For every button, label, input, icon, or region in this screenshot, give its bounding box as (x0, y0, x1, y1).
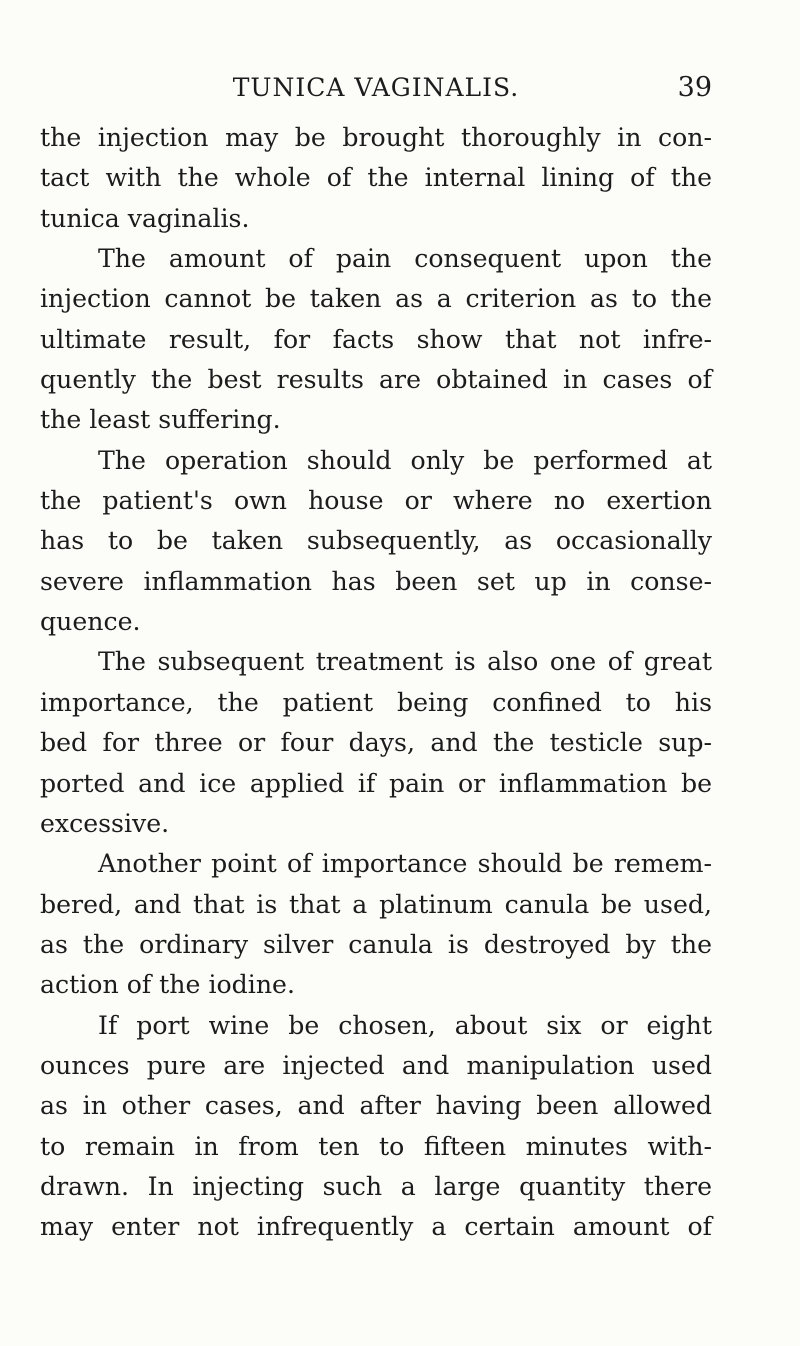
text-line: quently the best results are obtained in cases of (40, 365, 712, 395)
text-line: the least suffering. (40, 405, 281, 435)
page-number: 39 (677, 72, 712, 103)
text-line: quence. (40, 607, 141, 637)
text-line: The amount of pain consequent upon the (98, 244, 712, 274)
text-line: Another point of importance should be remem- (98, 849, 712, 879)
text-line: may enter not infrequently a certain amount of (40, 1212, 712, 1242)
text-line: to remain in from ten to fifteen minutes with- (40, 1131, 712, 1161)
text-line: the patient's own house or where no exertion (40, 486, 712, 516)
text-line: The operation should only be performed at (98, 445, 712, 475)
text-line: drawn. In injecting such a large quantity there (40, 1171, 712, 1201)
text-line: The subsequent treatment is also one of great (98, 647, 712, 677)
text-line: ported and ice applied if pain or inflammation be (40, 768, 712, 798)
body-text (40, 118, 712, 1248)
running-head (40, 68, 712, 108)
text-line: If port wine be chosen, about six or eight (98, 1010, 712, 1040)
text-line: severe inflammation has been set up in conse- (40, 566, 712, 596)
text-line: injection cannot be taken as a criterion as to the (40, 284, 712, 314)
text-line: ultimate result, for facts show that not infre- (40, 324, 712, 354)
text-line: bed for three or four days, and the testicle sup- (40, 728, 712, 758)
text-line: as the ordinary silver canula is destroyed by the (40, 929, 712, 959)
text-line: has to be taken subsequently, as occasionally (40, 526, 712, 556)
text-line: as in other cases, and after having been allowed (40, 1091, 712, 1121)
text-line: the injection may be brought thoroughly in con- (40, 123, 712, 152)
text-line: excessive. (40, 808, 170, 838)
text-line: ounces pure are injected and manipulation used (40, 1050, 712, 1080)
text-line: action of the iodine. (40, 970, 295, 1000)
running-title: TUNICA VAGINALIS. (232, 73, 520, 102)
text-line: tact with the whole of the internal lining of the (40, 163, 712, 193)
text-line: bered, and that is that a platinum canula be used, (40, 889, 712, 919)
text-line: importance, the patient being confined to his (40, 687, 712, 717)
text-line: tunica vaginalis. (40, 203, 250, 233)
